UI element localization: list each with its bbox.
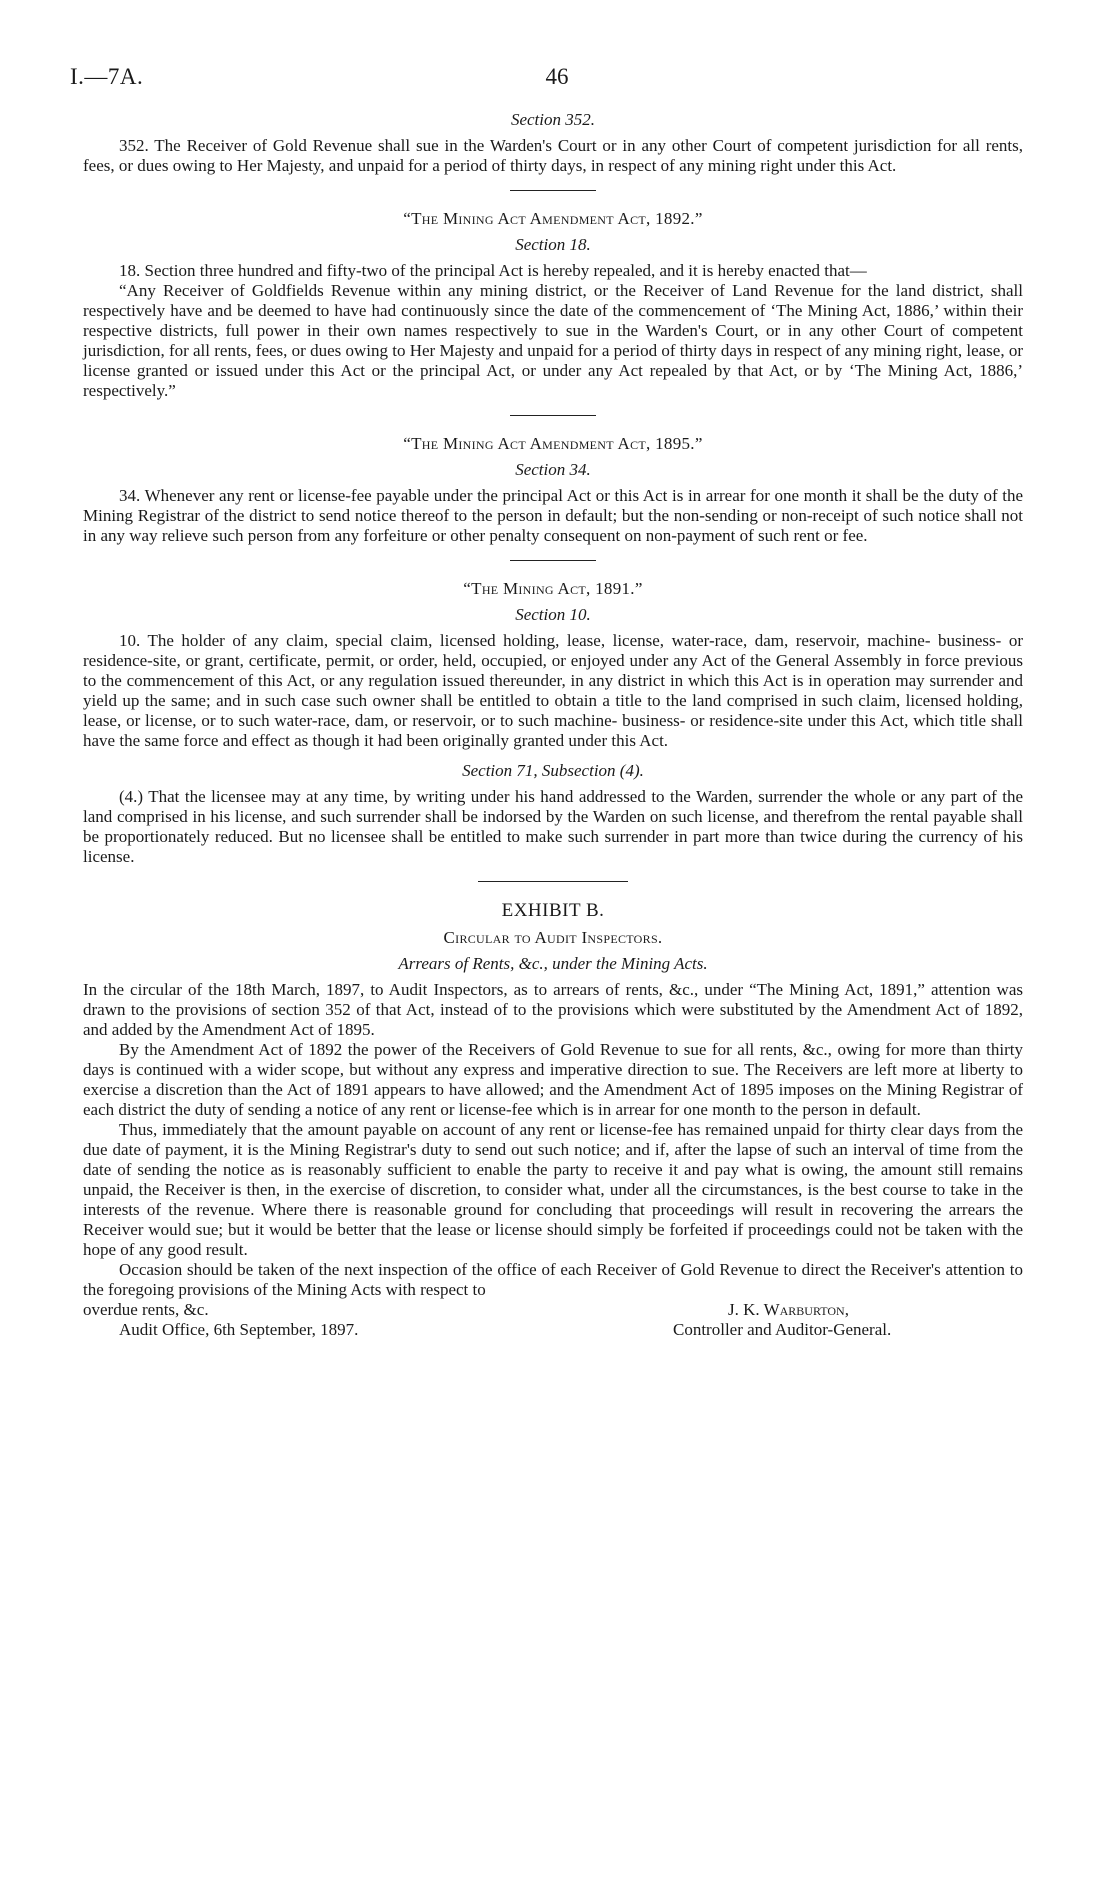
page-header [70,64,1044,98]
section-18-text: 18. Section three hundred and fifty-two of the principal Act is hereby repealed, and it is hereby enacted that— [119,261,867,280]
exhibit-title: EXHIBIT B. [501,900,605,921]
divider [478,881,628,882]
circular-paragraph-2: By the Amendment Act of 1892 the power of the Receivers of Gold Revenue to sue for all rents, &c., owing for more than thirty days is continued with a wider scope, but without any express and imperative direction to sue. The Receivers are left more at liberty to exercise a discretion than the Act of 1891 appears to have allowed; and the Amendment Act of 1895 imposes on the Mining Registrar of each district the duty of sending a notice of any rent or license-fee which is in arrear for one month to the person in default. [83,1040,1023,1119]
section-352-text: 352. The Receiver of Gold Revenue shall sue in the Warden's Court or in any other Court of competent jurisdiction for all rents, fees, or dues owing to Her Majesty, and unpaid for a period of thirty days, in respect of any mining right under this Act. [83,136,1023,175]
signature-row [83,1300,1023,1320]
circular-paragraph-4-end: overdue rents, &c. [83,1300,209,1319]
divider [510,415,596,416]
section-34-heading: Section 34. [515,460,591,479]
circular-subtitle: Arrears of Rents, &c., under the Mining Acts. [398,954,708,973]
section-352-heading: Section 352. [510,110,596,129]
circular-paragraph-1: In the circular of the 18th March, 1897, to Audit Inspectors, as to arrears of rents, &c., under “The Mining Act, 1891,” attention was drawn to the provisions of section 352 of that Act, instead of to the provisions which were substituted by the Amendment Act of 1892, and added by the Amendment Act of 1895. [83,980,1023,1039]
act-1892-title: “The Mining Act Amendment Act, 1892.” [403,209,703,228]
act-1895-title: “The Mining Act Amendment Act, 1895.” [403,434,703,453]
page-number: 46 [545,64,569,89]
circular-title: Circular to Audit Inspectors. [443,928,663,947]
section-18-heading: Section 18. [515,235,591,254]
section-10-heading: Section 10. [515,605,591,624]
signatory-name: J. K. Warburton, [728,1300,849,1319]
section-71-heading: Section 71, Subsection (4). [462,761,644,780]
section-34-text: 34. Whenever any rent or license-fee payable under the principal Act or this Act is in arrear for one month it shall be the duty of the Mining Registrar of the district to send notice thereof to the person in default; but the non-sending or non-receipt of such notice shall not in any way relieve such person from any forfeiture or other penalty consequent on non-payment of such rent or fee. [83,486,1023,545]
divider [510,190,596,191]
section-71-text: (4.) That the licensee may at any time, by writing under his hand addressed to the Warden, surrender the whole or any part of the land comprised in his license, and such surrender shall be indorsed by the Warden on such license, and therefrom the rental payable shall be proportionately reduced. But no licensee shall be entitled to make such surrender in part more than twice during the currency of his license. [83,787,1023,866]
circular-paragraph-4: Occasion should be taken of the next inspection of the office of each Receiver of Gold Revenue to direct the Receiver's attention to the foregoing provisions of the Mining Acts with respect to [83,1260,1023,1299]
signatory-office: Controller and Auditor-General. [673,1320,892,1339]
section-10-text: 10. The holder of any claim, special claim, licensed holding, lease, license, water-race, dam, reservoir, machine- business- or residence-site, or grant, certificate, permit, or order, held, occupied, or enjoyed under any Act of the General Assembly in force previous to the commencement of this Act, or any regulation issued thereunder, in any district in which this Act is in operation may surrender and yield up the same; and in such case such owner shall be entitled to obtain a title to the land comprised in such claim, licensed holding, lease, or license, or to such water-race, dam, or reservoir, or to such machine- business- or residence-site under this Act, which title shall have the same force and effect as though it had been originally granted under this Act. [83,631,1023,750]
date-row [83,1320,1023,1340]
act-1891-title: “The Mining Act, 1891.” [463,579,643,598]
divider [510,560,596,561]
page-body [83,110,1023,1340]
circular-paragraph-3: Thus, immediately that the amount payable on account of any rent or license-fee has remained unpaid for thirty clear days from the due date of payment, it is the Mining Registrar's duty to send out such notice; and if, after the lapse of such an interval of time from the date of sending the notice as is reasonably sufficient to enable the party to receive it and pay what is owing, the amount still remains unpaid, the Receiver is then, in the exercise of discretion, to consider what, under all the circumstances, is the best course to take in the interests of the revenue. Where there is reasonable ground for concluding that proceedings will result in recovering the arrears the Receiver would sue; but it would be better that the lease or license should simply be forfeited if proceedings could not be taken with the hope of any good result. [83,1120,1023,1259]
document-reference: I.—7A. [70,64,144,89]
section-18-quote: “Any Receiver of Goldfields Revenue within any mining district, or the Receiver of Land Revenue for the land district, shall respectively have and be deemed to have had continuously since the date of the commencement of ‘The Mining Act, 1886,’ within their respective districts, full power in their own names respectively to sue in the Warden's Court, or in any other Court of competent jurisdiction, for all rents, fees, or dues owing to Her Majesty and unpaid for a period of thirty days in respect of any mining right, lease, or license granted or issued under this Act or the principal Act, or under any Act repealed by that Act, or by ‘The Mining Act, 1886,’ respectively.” [83,281,1023,400]
dated-line: Audit Office, 6th September, 1897. [119,1320,359,1339]
